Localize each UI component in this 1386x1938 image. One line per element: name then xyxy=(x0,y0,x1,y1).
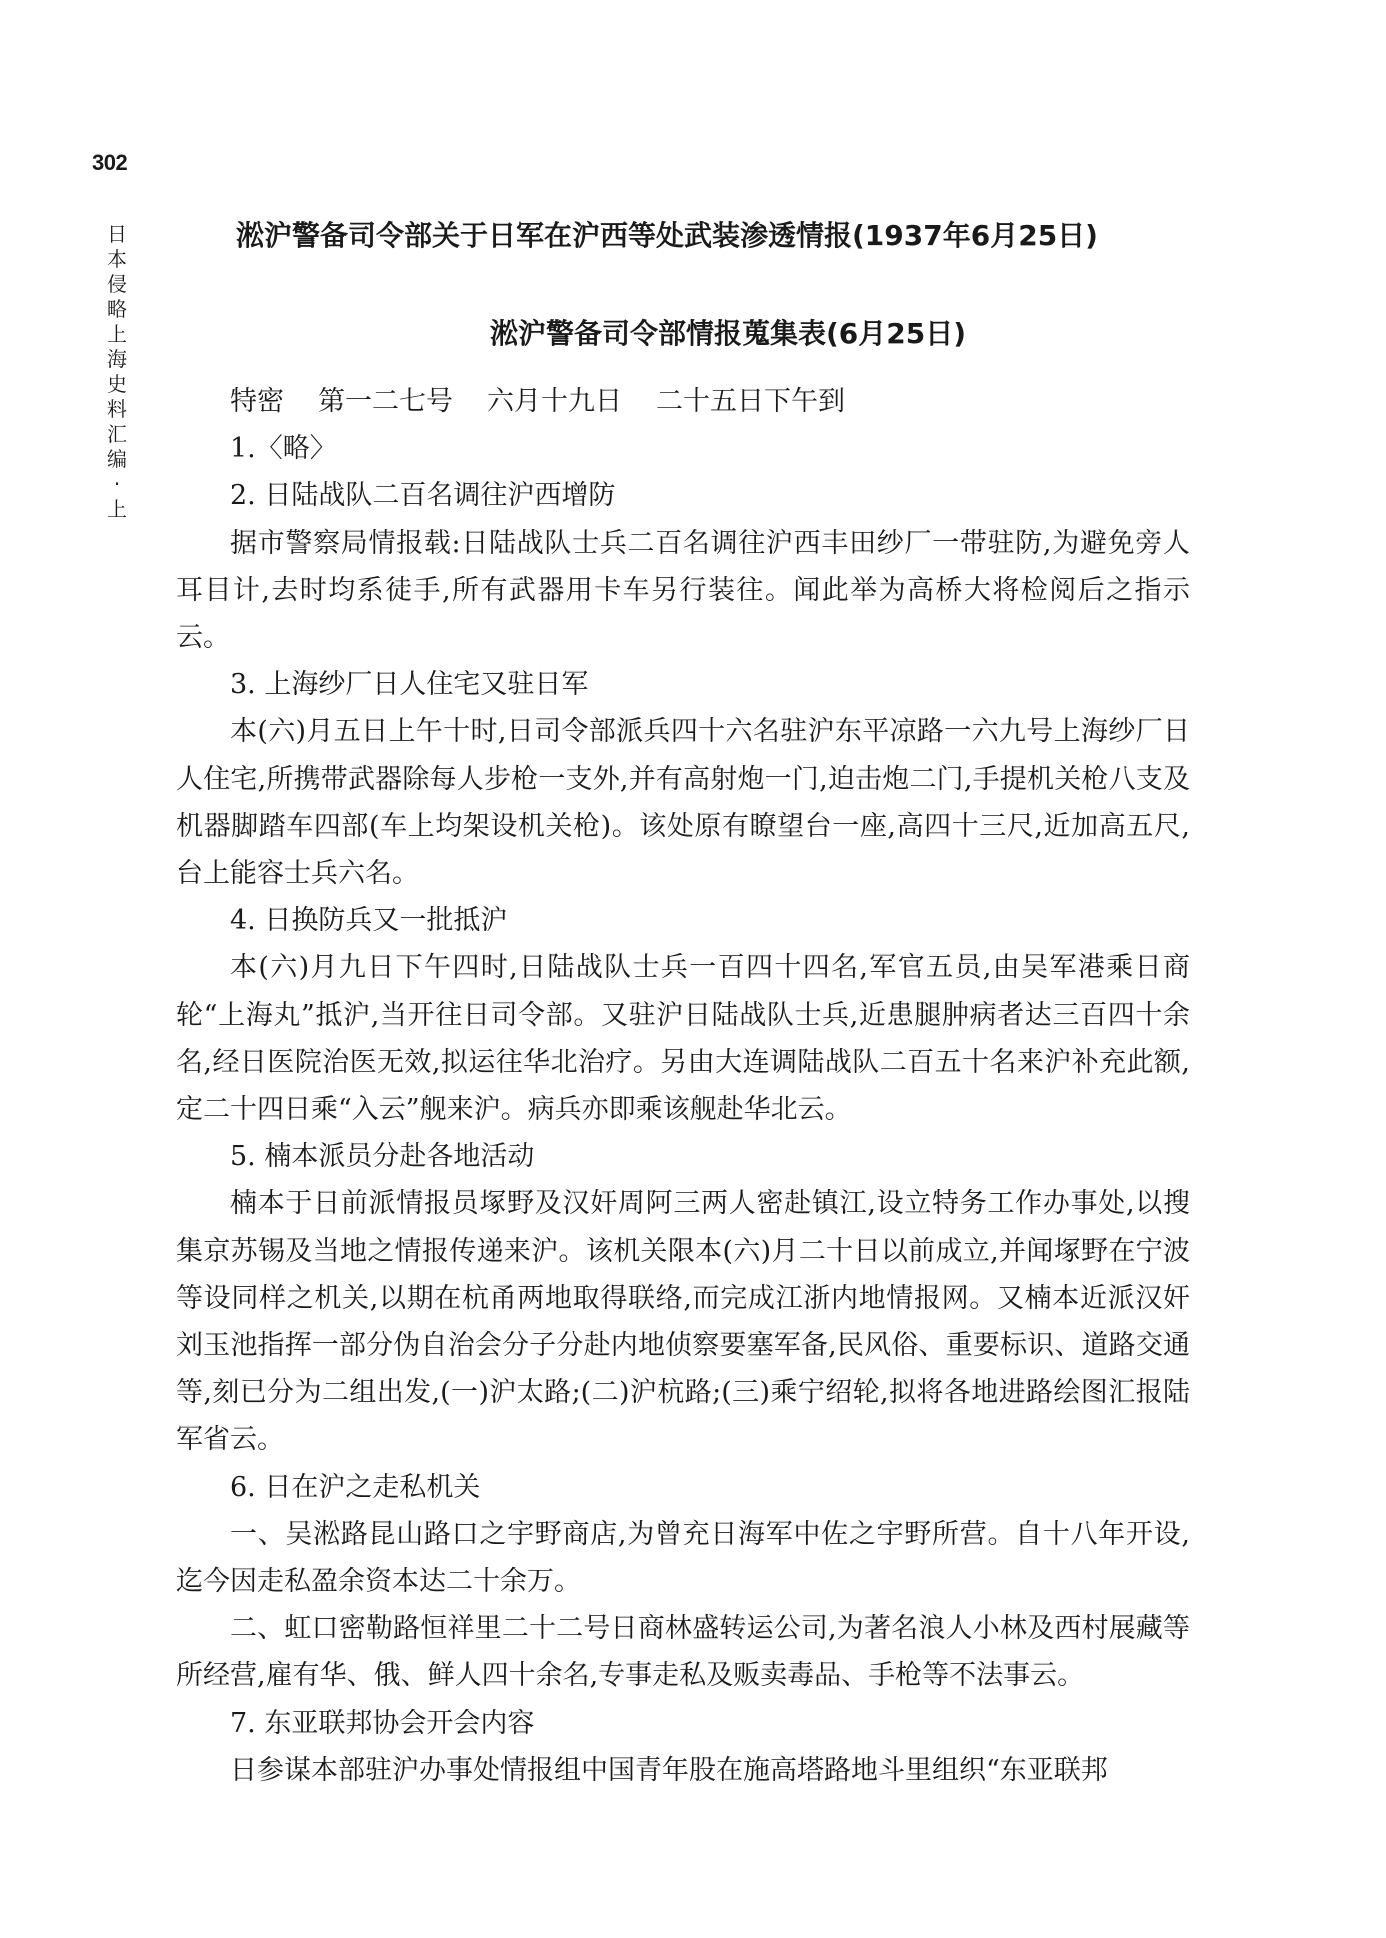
item-7-heading: 7. 东亚联邦协会开会内容 xyxy=(230,1707,535,1739)
item-4-text: 本(六)月九日下午四时,日陆战队士兵一百四十四名,军官五员,由吴军港乘日商轮“上海丸”抵沪,当开往日司令部。又驻沪日陆战队士兵,近患腿肿病者达三百四十余名,经日医院治医无效,拟运往华北治疗。另由大连调陆战队二百五十名来沪补充此额,定二十四日乘“入云”舰来沪。病兵亦即乘该舰赴华北云。 xyxy=(176,952,1190,1126)
page-number: 302 xyxy=(92,150,128,175)
item-2-text: 据市警察局情报载:日陆战队士兵二百名调往沪西丰田纱厂一带驻防,为避免旁人耳目计,去时均系徒手,所有武器用卡车另行装往。闻此举为高桥大将检阅后之指示云。 xyxy=(176,527,1190,654)
item-3-heading: 3. 上海纱厂日人住宅又驻日军 xyxy=(230,669,589,701)
document-subtitle: 淞沪警备司令部情报蒐集表(6月25日) xyxy=(489,317,967,350)
running-head: 日本侵略上海史料汇编·上 xyxy=(107,222,127,521)
item-4-heading: 4. 日换防兵又一批抵沪 xyxy=(230,905,508,937)
item-5-text: 楠本于日前派情报员塚野及汉奸周阿三两人密赴镇江,设立特务工作办事处,以搜集京苏锡及当地之情报传递来沪。该机关限本(六)月二十日以前成立,并闻塚野在宁波等设同样之机关,以期在杭甬两地取得联络,而完成江浙内地情报网。又楠本近派汉奸刘玉池指挥一部分伪自治会分子分赴内地侦察要塞军备,民风俗、重要标识、道路交通等,刻已分为二组出发,(一)沪太路;(二)沪杭路;(三)乘宁绍轮,拟将各地进路绘图汇报陆军省云。 xyxy=(176,1188,1190,1456)
document-body xyxy=(176,378,1190,1794)
item-6-text-2: 二、虹口密勒路恒祥里二十二号日商林盛转运公司,为著名浪人小林及西村展藏等所经营,雇有华、俄、鲜人四十余名,专事走私及贩卖毒品、手枪等不法事云。 xyxy=(176,1613,1190,1692)
document-title: 淞沪警备司令部关于日军在沪西等处武装渗透情报(1937年6月25日) xyxy=(236,219,1098,252)
date-from: 六月十九日 xyxy=(487,386,622,417)
item-2-heading: 2. 日陆战队二百名调往沪西增防 xyxy=(230,480,616,512)
header-line xyxy=(176,378,1190,425)
item-7-text: 日参谋本部驻沪办事处情报组中国青年股在施高塔路地斗里组织“东亚联邦 xyxy=(230,1754,1108,1786)
item-6-text-1: 一、吴淞路昆山路口之宇野商店,为曾充日海军中佐之宇野所营。自十八年开设,迄今因走私盈余资本达二十余万。 xyxy=(176,1518,1190,1598)
item-5-heading: 5. 楠本派员分赴各地活动 xyxy=(230,1141,535,1173)
report-number: 第一二七号 xyxy=(318,386,453,417)
item-6-heading: 6. 日在沪之走私机关 xyxy=(230,1471,481,1503)
item-1-heading: 1.〈略〉 xyxy=(230,433,337,465)
date-to: 二十五日下午到 xyxy=(656,386,845,417)
item-3-text: 本(六)月五日上午十时,日司令部派兵四十六名驻沪东平凉路一六九号上海纱厂日人住宅,所携带武器除每人步枪一支外,并有高射炮一门,迫击炮二门,手提机关枪八支及机器脚踏车四部(车上均架设机关枪)。该处原有瞭望台一座,高四十三尺,近加高五尺,台上能容士兵六名。 xyxy=(176,716,1190,890)
classification-mark: 特密 xyxy=(230,386,284,417)
